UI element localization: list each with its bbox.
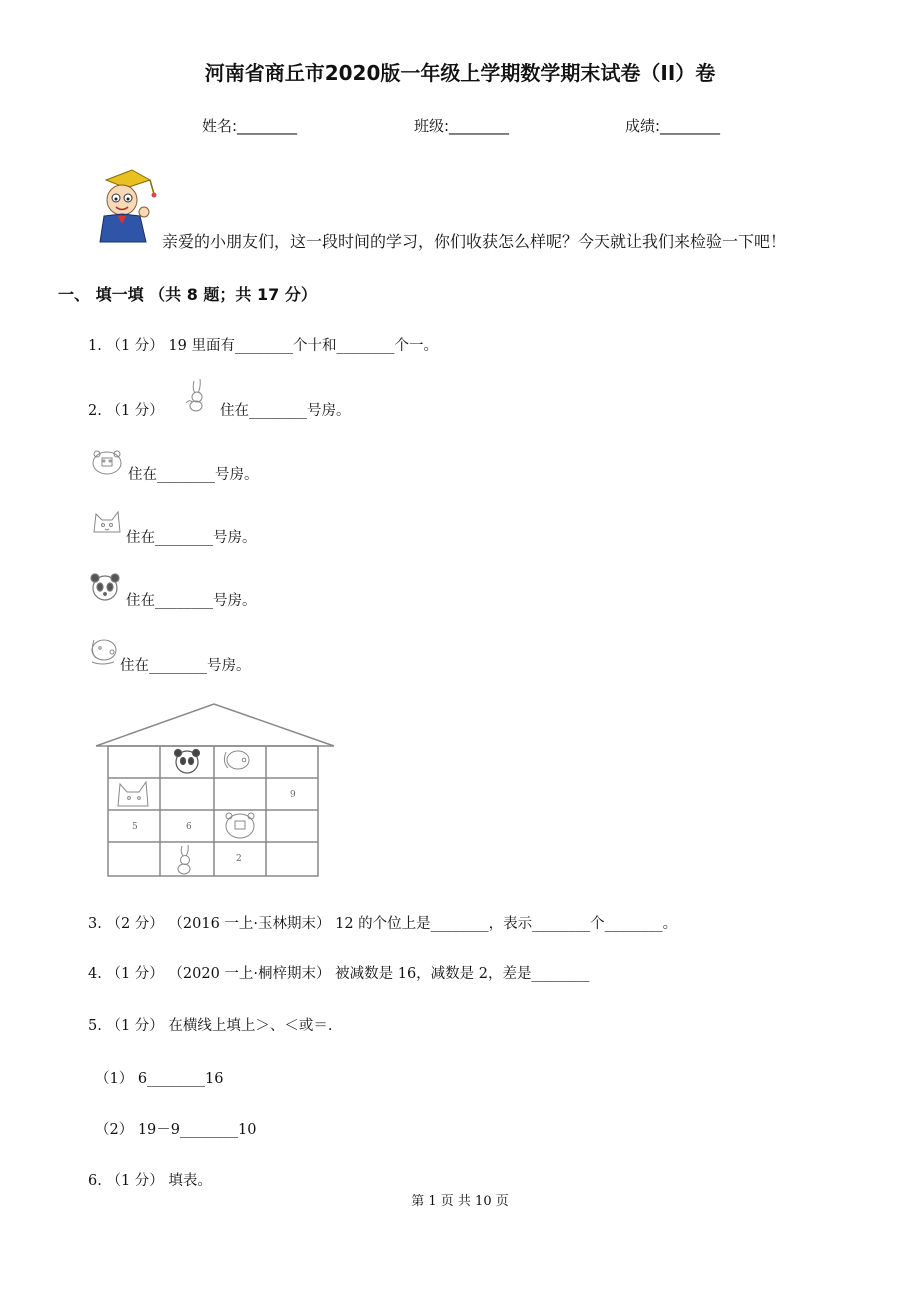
question-2-answer-a: 住在________号房。: [220, 403, 351, 419]
question-5: 5. （1 分） 在横线上填上＞、＜或＝.: [88, 1018, 333, 1034]
score-field: 成绩:________: [625, 117, 721, 135]
grid-panda-icon: [175, 750, 200, 774]
question-6: 6. （1 分） 填表。: [88, 1173, 212, 1189]
rabbit-icon: [182, 377, 212, 413]
mascot-icon: [92, 166, 162, 246]
grid-bear-icon: [226, 813, 254, 838]
house-grid-figure: [94, 700, 336, 880]
question-2-answer-c: 住在________号房。: [126, 530, 257, 546]
question-2-answer-e: 住在________号房。: [120, 658, 251, 674]
grid-number-6: 6: [186, 822, 192, 832]
name-field: 姓名:________: [202, 117, 298, 135]
question-2-answer-b: 住在________号房。: [128, 467, 259, 483]
dog-icon: [86, 632, 122, 666]
bear-icon: [90, 448, 124, 478]
grid-cat-icon: [118, 782, 148, 806]
class-field: 班级:________: [414, 117, 510, 135]
question-2-answer-d: 住在________号房。: [126, 593, 257, 609]
grid-dog-icon: [224, 751, 249, 769]
grid-rabbit-icon: [178, 845, 190, 874]
question-2: 2. （1 分）: [88, 403, 164, 419]
question-3: 3. （2 分） （2016 一上·玉林期末） 12 的个位上是________，表示________个________。: [88, 916, 678, 932]
question-5-part-2: （2） 19－9________10: [95, 1122, 257, 1138]
grid-number-9: 9: [290, 790, 296, 800]
question-4: 4. （1 分） （2020 一上·桐梓期末） 被减数是 16，减数是 2，差是________: [88, 966, 590, 982]
question-1: 1. （1 分） 19 里面有________个十和________个一。: [88, 338, 438, 354]
grid-number-5: 5: [132, 822, 138, 832]
question-5-part-1: （1） 6________16: [95, 1071, 224, 1087]
page-footer: 第 1 页 共 10 页: [411, 1194, 509, 1209]
grid-number-2: 2: [236, 854, 242, 864]
section-heading: 一、 填一填 （共 8 题；共 17 分）: [58, 285, 317, 304]
panda-icon: [88, 571, 122, 603]
cat-icon: [90, 506, 124, 536]
greeting-text: 亲爱的小朋友们，这一段时间的学习，你们收获怎么样呢？今天就让我们来检验一下吧！: [162, 232, 787, 251]
page-title: 河南省商丘市2020版一年级上学期数学期末试卷（II）卷: [204, 61, 716, 85]
